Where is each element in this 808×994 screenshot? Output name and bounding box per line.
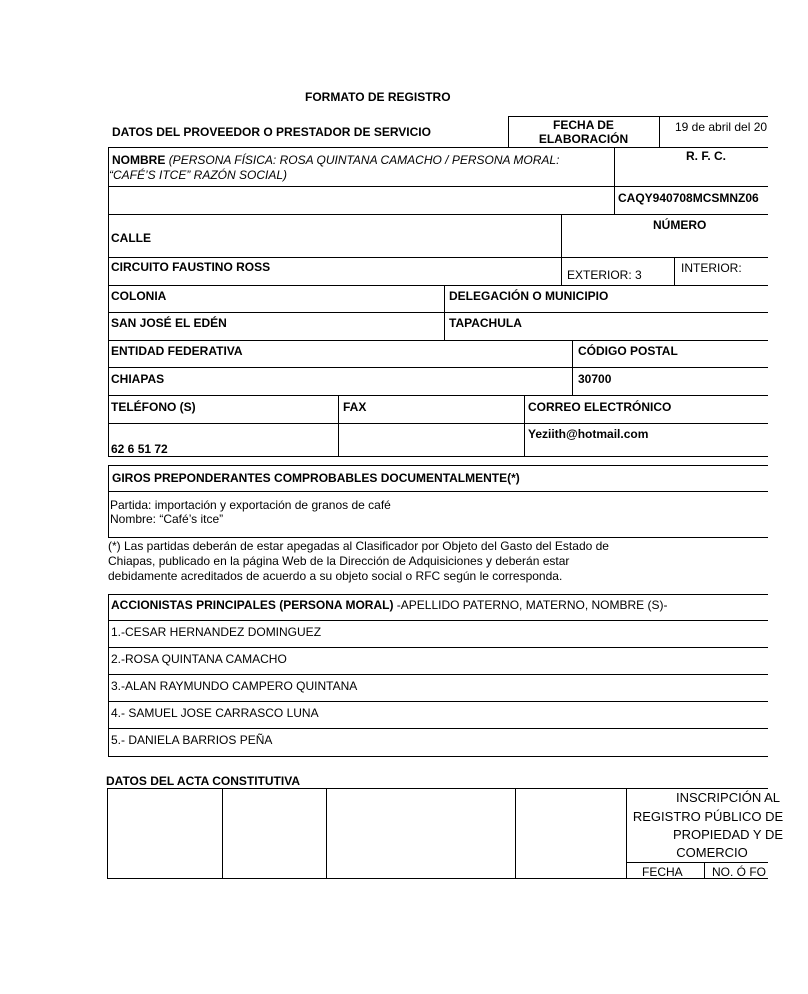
supplier-heading: DATOS DEL PROVEEDOR O PRESTADOR DE SERVICIO <box>112 125 431 139</box>
nombre-field <box>112 153 559 167</box>
colonia-value: SAN JOSÉ EL EDÉN <box>111 316 227 330</box>
giros-note-line1: (*) Las partidas deberán de estar apegadas al Clasificador por Objeto del Gasto del Estado de <box>108 539 609 553</box>
accionista-item: 1.-CESAR HERNANDEZ DOMINGUEZ <box>111 625 322 639</box>
numero-label: NÚMERO <box>653 218 707 232</box>
page-title: FORMATO DE REGISTRO <box>305 90 451 104</box>
calle-label: CALLE <box>111 231 151 245</box>
giros-note-line2: Chiapas, publicado en la página Web de la Dirección de Adquisiciones y deberán estar <box>108 554 570 568</box>
accionistas-heading-rest: -APELLIDO PATERNO, MATERNO, NOMBRE (S)- <box>393 598 668 612</box>
codigo-postal-label: CÓDIGO POSTAL <box>578 344 678 358</box>
giros-partida: Partida: importación y exportación de granos de café <box>110 498 391 512</box>
giros-heading: GIROS PREPONDERANTES COMPROBABLES DOCUMENTALMENTE(*) <box>112 471 520 485</box>
delegacion-label: DELEGACIÓN O MUNICIPIO <box>449 289 609 303</box>
accionista-item: 4.- SAMUEL JOSE CARRASCO LUNA <box>111 706 319 720</box>
fecha-value: 19 de abril del 20 <box>675 120 768 134</box>
registro-line3: PROPIEDAD Y DE <box>672 827 784 842</box>
fecha-label-line2: ELABORACIÓN <box>538 132 629 146</box>
nombre-detail-line2: “CAFÉ’S ITCE” RAZÓN SOCIAL) <box>109 168 288 182</box>
registro-line4: COMERCIO <box>676 845 748 860</box>
delegacion-value: TAPACHULA <box>449 316 522 330</box>
giros-nombre: Nombre: “Café’s itce” <box>110 512 224 526</box>
acta-heading: DATOS DEL ACTA CONSTITUTIVA <box>106 774 300 788</box>
fecha-label-line1: FECHA DE <box>553 118 614 132</box>
colonia-label: COLONIA <box>111 289 167 303</box>
rfc-label: R. F. C. <box>686 149 727 163</box>
registro-line1: INSCRIPCIÓN AL <box>675 790 781 805</box>
giros-note-line3: debidamente acreditados de acuerdo a su objeto social o RFC según le corresponda. <box>108 569 563 583</box>
fax-label: FAX <box>343 400 367 414</box>
calle-value: CIRCUITO FAUSTINO ROSS <box>111 260 271 274</box>
rfc-value: CAQY940708MCSMNZ06 <box>618 191 759 205</box>
accionista-item: 2.-ROSA QUINTANA CAMACHO <box>111 652 287 666</box>
entidad-value: CHIAPAS <box>111 372 165 386</box>
accionistas-heading <box>111 598 667 612</box>
registro-line2: REGISTRO PÚBLICO DE <box>632 809 784 824</box>
acta-fecha-label: FECHA <box>642 865 683 879</box>
exterior-number: EXTERIOR: 3 <box>567 268 642 282</box>
nombre-detail-line1: (PERSONA FÍSICA: ROSA QUINTANA CAMACHO / PERSONA MORAL: <box>168 153 560 167</box>
interior-number: INTERIOR: <box>681 261 742 275</box>
nombre-label: NOMBRE <box>112 153 166 167</box>
telefono-label: TELÉFONO (S) <box>111 400 196 414</box>
codigo-postal-value: 30700 <box>578 372 612 386</box>
accionista-item: 5.- DANIELA BARRIOS PEÑA <box>111 733 273 747</box>
telefono-value: 62 6 51 72 <box>111 442 168 456</box>
accionistas-heading-bold: ACCIONISTAS PRINCIPALES (PERSONA MORAL) <box>111 598 394 612</box>
entidad-label: ENTIDAD FEDERATIVA <box>111 344 243 358</box>
accionista-item: 3.-ALAN RAYMUNDO CAMPERO QUINTANA <box>111 679 358 693</box>
acta-folio-label: NO. Ó FO <box>712 865 766 879</box>
correo-value: Yeziith@hotmail.com <box>528 427 649 441</box>
correo-label: CORREO ELECTRÓNICO <box>528 400 672 414</box>
